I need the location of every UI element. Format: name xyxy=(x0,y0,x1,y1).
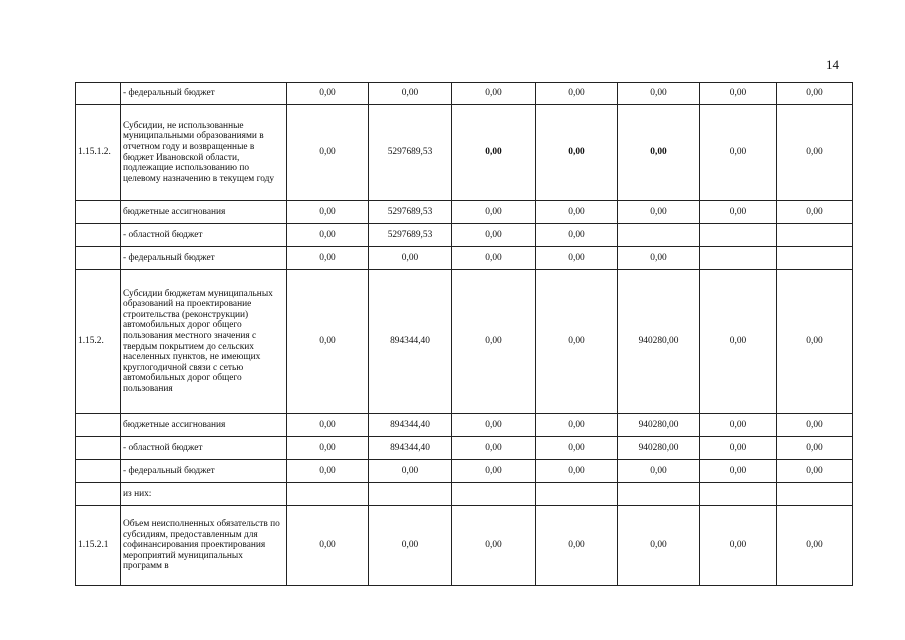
value-cell: 0,00 xyxy=(452,224,536,247)
value-cell: 0,00 xyxy=(618,247,700,270)
value-cell xyxy=(618,483,700,506)
value-cell: 5297689,53 xyxy=(369,105,452,201)
row-name: бюджетные ассигнования xyxy=(121,201,287,224)
table-row xyxy=(76,83,853,105)
value-cell: 0,00 xyxy=(452,437,536,460)
row-name: Субсидии, не использованные муниципальными образованиями в отчетном году и возвращенные в бюджет Ивановской области, подлежащие использованию по целевому назначению в текущем году xyxy=(121,105,287,201)
value-cell: 0,00 xyxy=(536,224,618,247)
value-cell: 0,00 xyxy=(287,437,369,460)
value-cell: 894344,40 xyxy=(369,270,452,414)
value-cell: 0,00 xyxy=(618,83,700,105)
table-row xyxy=(76,224,853,247)
value-cell: 0,00 xyxy=(452,270,536,414)
row-name: - областной бюджет xyxy=(121,224,287,247)
table-row xyxy=(76,483,853,506)
row-name: - федеральный бюджет xyxy=(121,83,287,105)
value-cell xyxy=(618,224,700,247)
value-cell: 0,00 xyxy=(777,414,853,437)
value-cell: 0,00 xyxy=(287,506,369,586)
value-cell: 0,00 xyxy=(777,105,853,201)
value-cell: 0,00 xyxy=(369,247,452,270)
code-cell xyxy=(76,247,121,270)
value-cell: 0,00 xyxy=(287,460,369,483)
value-cell: 0,00 xyxy=(369,460,452,483)
value-cell: 940280,00 xyxy=(618,414,700,437)
row-code: 1.15.1.2. xyxy=(76,105,121,201)
code-cell xyxy=(76,437,121,460)
code-cell xyxy=(76,224,121,247)
value-cell: 0,00 xyxy=(536,270,618,414)
row-name: - областной бюджет xyxy=(121,437,287,460)
table-row xyxy=(76,506,853,586)
value-cell: 0,00 xyxy=(536,247,618,270)
code-cell xyxy=(76,460,121,483)
value-cell xyxy=(700,247,777,270)
budget-table xyxy=(75,82,853,586)
value-cell: 0,00 xyxy=(700,414,777,437)
value-cell: 0,00 xyxy=(536,105,618,201)
value-cell: 0,00 xyxy=(700,83,777,105)
row-name: Субсидии бюджетам муниципальных образований на проектирование строительства (реконструкции) автомобильных дорог общего пользования местного значения с твердым покрытием до сельских населенных пунктов, не имеющих круглогодичной связи с сетью автомобильных дорог общего пользования xyxy=(121,270,287,414)
table-row xyxy=(76,201,853,224)
value-cell: 0,00 xyxy=(700,460,777,483)
value-cell: 0,00 xyxy=(452,105,536,201)
value-cell: 0,00 xyxy=(618,460,700,483)
value-cell: 0,00 xyxy=(536,414,618,437)
code-cell xyxy=(76,414,121,437)
value-cell: 0,00 xyxy=(618,506,700,586)
row-name: бюджетные ассигнования xyxy=(121,414,287,437)
value-cell: 0,00 xyxy=(287,224,369,247)
value-cell xyxy=(452,483,536,506)
value-cell: 0,00 xyxy=(700,201,777,224)
value-cell: 0,00 xyxy=(287,247,369,270)
value-cell: 0,00 xyxy=(287,270,369,414)
row-name: Объем неисполненных обязательств по субсидиям, предоставленным для софинансирования проектирования мероприятий муниципальных программ в xyxy=(121,506,287,586)
row-code: 1.15.2.1 xyxy=(76,506,121,586)
row-name: из них: xyxy=(121,483,287,506)
row-name: - федеральный бюджет xyxy=(121,247,287,270)
value-cell: 0,00 xyxy=(777,83,853,105)
value-cell xyxy=(369,483,452,506)
value-cell xyxy=(777,483,853,506)
value-cell: 940280,00 xyxy=(618,437,700,460)
value-cell: 0,00 xyxy=(452,247,536,270)
value-cell: 0,00 xyxy=(287,201,369,224)
value-cell: 0,00 xyxy=(452,506,536,586)
value-cell: 0,00 xyxy=(700,105,777,201)
value-cell: 0,00 xyxy=(777,270,853,414)
value-cell: 0,00 xyxy=(700,437,777,460)
value-cell: 0,00 xyxy=(536,460,618,483)
row-code: 1.15.2. xyxy=(76,270,121,414)
value-cell xyxy=(287,483,369,506)
value-cell: 0,00 xyxy=(777,201,853,224)
value-cell: 0,00 xyxy=(777,460,853,483)
value-cell: 0,00 xyxy=(287,105,369,201)
value-cell: 0,00 xyxy=(452,414,536,437)
value-cell: 0,00 xyxy=(452,460,536,483)
value-cell: 0,00 xyxy=(452,201,536,224)
code-cell xyxy=(76,483,121,506)
value-cell: 5297689,53 xyxy=(369,201,452,224)
value-cell: 0,00 xyxy=(536,201,618,224)
page-number: 14 xyxy=(826,57,839,72)
value-cell: 0,00 xyxy=(777,437,853,460)
value-cell: 0,00 xyxy=(700,506,777,586)
value-cell: 0,00 xyxy=(452,83,536,105)
value-cell: 0,00 xyxy=(777,506,853,586)
value-cell: 0,00 xyxy=(287,83,369,105)
value-cell: 940280,00 xyxy=(618,270,700,414)
table-row xyxy=(76,247,853,270)
value-cell xyxy=(777,247,853,270)
value-cell: 0,00 xyxy=(369,83,452,105)
value-cell: 894344,40 xyxy=(369,414,452,437)
value-cell: 0,00 xyxy=(536,437,618,460)
value-cell: 0,00 xyxy=(700,270,777,414)
value-cell xyxy=(700,224,777,247)
value-cell xyxy=(700,483,777,506)
value-cell: 0,00 xyxy=(369,506,452,586)
value-cell: 0,00 xyxy=(536,506,618,586)
code-cell xyxy=(76,201,121,224)
value-cell xyxy=(777,224,853,247)
value-cell xyxy=(536,483,618,506)
value-cell: 0,00 xyxy=(618,201,700,224)
value-cell: 0,00 xyxy=(618,105,700,201)
value-cell: 5297689,53 xyxy=(369,224,452,247)
row-name: - федеральный бюджет xyxy=(121,460,287,483)
table-row xyxy=(76,270,853,414)
value-cell: 0,00 xyxy=(536,83,618,105)
table-row xyxy=(76,414,853,437)
table-row xyxy=(76,460,853,483)
table-row xyxy=(76,437,853,460)
value-cell: 0,00 xyxy=(287,414,369,437)
table-row xyxy=(76,105,853,201)
code-cell xyxy=(76,83,121,105)
value-cell: 894344,40 xyxy=(369,437,452,460)
